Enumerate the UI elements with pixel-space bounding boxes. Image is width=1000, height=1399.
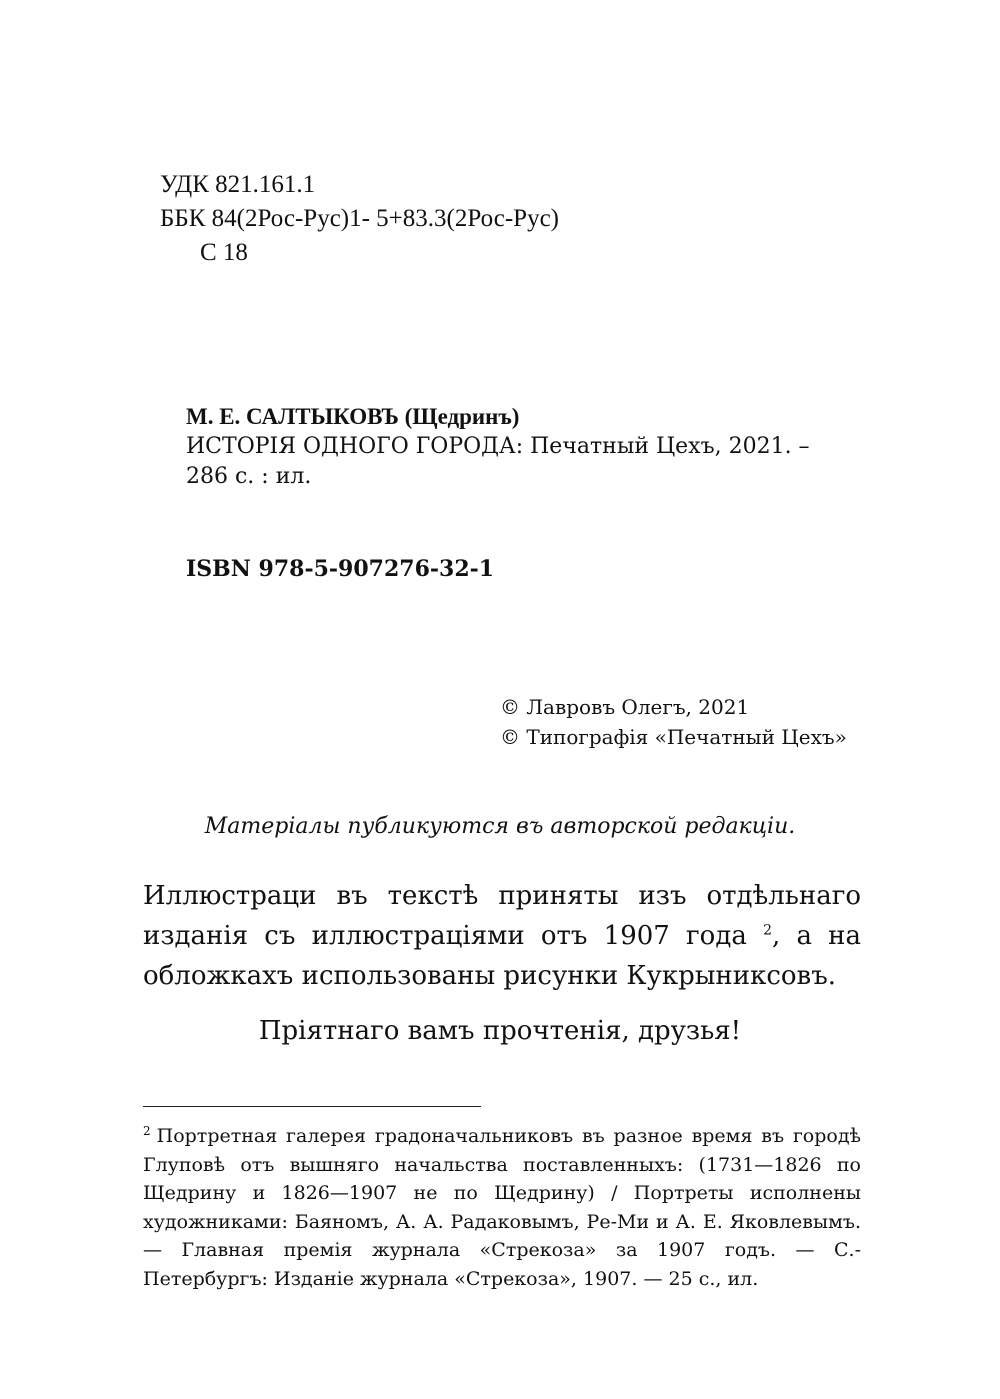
illustrations-paragraph xyxy=(143,876,861,996)
bibliographic-record xyxy=(186,402,826,492)
copyright-publisher: © Типографія «Печатный Цехъ» xyxy=(500,725,847,749)
isbn-number: ISBN 978-5-907276-32-1 xyxy=(186,556,495,582)
pages-line: 286 с. : ил. xyxy=(186,464,312,489)
illustrations-text-end: , а на обложкахъ использованы рисунки Кукрыниксовъ. xyxy=(143,921,862,991)
greeting-line: Пріятнаго вамъ прочтенія, друзья! xyxy=(258,1016,742,1046)
udk-code: УДК 821.161.1 xyxy=(160,171,316,198)
classification-block xyxy=(160,168,559,270)
footnote-mark: 2 xyxy=(143,1123,151,1138)
book-title-line: ИСТОРІЯ ОДНОГО ГОРОДА: Печатный Цехъ, 2021. – xyxy=(186,434,810,459)
copyright-author: © Лавровъ Олегъ, 2021 xyxy=(500,695,750,719)
bbk-code: ББК 84(2Рос-Рус)1- 5+83.3(2Рос-Рус) xyxy=(160,205,560,232)
editorial-note: Матеріалы публикуются въ авторской редакціи. xyxy=(204,814,796,839)
author-name: М. Е. САЛТЫКОВЪ (Щедринъ) xyxy=(186,404,520,429)
copyright-block xyxy=(500,692,847,752)
footnote-divider xyxy=(143,1106,481,1107)
author-code: С 18 xyxy=(200,239,248,266)
footnote-text: Портретная галерея градоначальниковъ въ разное время въ городѣ Глуповѣ отъ вышняго начальства поставленныхъ: (1731—1826 по Щедрину и 1826—1907 не по Щедрину) / Портреты исполнены художниками: Баяномъ, А. А. Радаковымъ, Ре-Ми и А. Е. Яковлевымъ. — Главная премія журнала «Стрекоза» за 1907 годъ. — С.-Петербургъ: Изданіе журнала «Стрекоза», 1907. — 25 с., ил. xyxy=(143,1125,861,1290)
footnote xyxy=(143,1122,861,1293)
footnote-reference: 2 xyxy=(763,922,772,939)
illustrations-text: Иллюстраци въ текстѣ приняты изъ отдѣльнаго изданія съ иллюстраціями отъ 1907 года xyxy=(143,881,861,951)
